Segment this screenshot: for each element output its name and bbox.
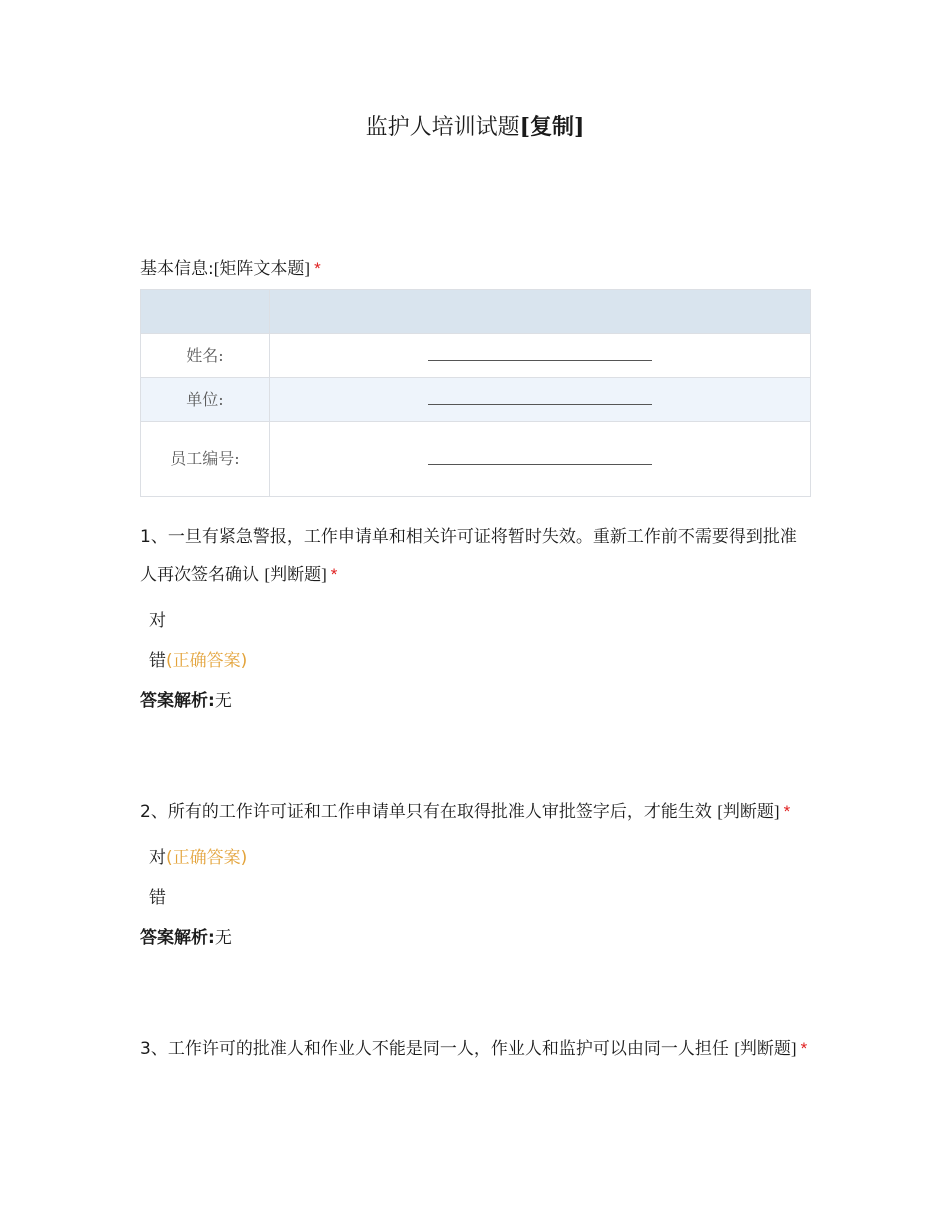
- analysis-label: 答案解析:: [140, 691, 215, 711]
- option-label: 错: [149, 651, 166, 671]
- matrix-row-employee-id: [141, 422, 811, 497]
- name-fill-blank[interactable]: [270, 334, 811, 378]
- correct-answer-tag: (正确答案): [166, 848, 248, 868]
- required-mark: *: [330, 565, 338, 584]
- option-label: 错: [149, 888, 166, 908]
- question-2: [140, 793, 812, 958]
- option-label: 对: [149, 848, 166, 868]
- question-type: [判断题]: [264, 565, 327, 584]
- question-text: 2、所有的工作许可证和工作申请单只有在取得批准人审批签字后，才能生效: [140, 802, 712, 822]
- option-false[interactable]: [140, 641, 812, 681]
- question-1: [140, 519, 812, 721]
- basic-info-label: 基本信息:: [140, 259, 214, 279]
- fill-underline: [428, 359, 652, 361]
- option-false[interactable]: [140, 878, 812, 918]
- employee-id-fill-blank[interactable]: [270, 422, 811, 497]
- question-2-heading: [140, 793, 812, 831]
- matrix-header-label-cell: [141, 290, 270, 334]
- question-1-options: [140, 601, 812, 681]
- option-true[interactable]: [140, 601, 812, 641]
- fill-underline: [428, 463, 652, 465]
- matrix-row-label: 姓名:: [141, 334, 270, 378]
- fill-underline: [428, 403, 652, 405]
- matrix-row-name: [141, 334, 811, 378]
- matrix-row-label: 员工编号:: [141, 422, 270, 497]
- question-2-options: [140, 838, 812, 918]
- page-title: [0, 110, 950, 145]
- title-suffix: [复制]: [519, 114, 585, 140]
- matrix-header-value-cell: [270, 290, 811, 334]
- question-text: 3、工作许可的批准人和作业人不能是同一人，作业人和监护可以由同一人担任: [140, 1039, 729, 1059]
- analysis-value: 无: [214, 928, 232, 948]
- title-main: 监护人培训试题: [365, 115, 520, 140]
- matrix-row-unit: [141, 378, 811, 422]
- option-label: 对: [149, 611, 166, 631]
- matrix-row-label: 单位:: [141, 378, 270, 422]
- analysis-value: 无: [214, 691, 232, 711]
- survey-content: [140, 250, 812, 1068]
- question-type: [判断题]: [734, 1039, 797, 1058]
- answer-analysis: [140, 918, 812, 958]
- question-type: [判断题]: [717, 802, 780, 821]
- correct-answer-tag: (正确答案): [166, 651, 248, 671]
- question-3: [140, 1030, 812, 1068]
- matrix-header-row: [141, 290, 811, 334]
- question-1-heading: [140, 519, 812, 594]
- question-3-heading: [140, 1030, 812, 1068]
- basic-info-matrix: [140, 289, 811, 497]
- analysis-label: 答案解析:: [140, 928, 215, 948]
- required-mark: *: [783, 802, 791, 821]
- required-mark: *: [800, 1039, 808, 1058]
- basic-info-type: [矩阵文本题]: [213, 259, 311, 278]
- required-mark: *: [314, 259, 321, 278]
- option-true[interactable]: [140, 838, 812, 878]
- answer-analysis: [140, 681, 812, 721]
- basic-info-heading: [140, 250, 812, 288]
- question-text: 1、一旦有紧急警报，工作申请单和相关许可证将暂时失效。重新工作前不需要得到批准人再次签名确认: [140, 527, 797, 585]
- unit-fill-blank[interactable]: [270, 378, 811, 422]
